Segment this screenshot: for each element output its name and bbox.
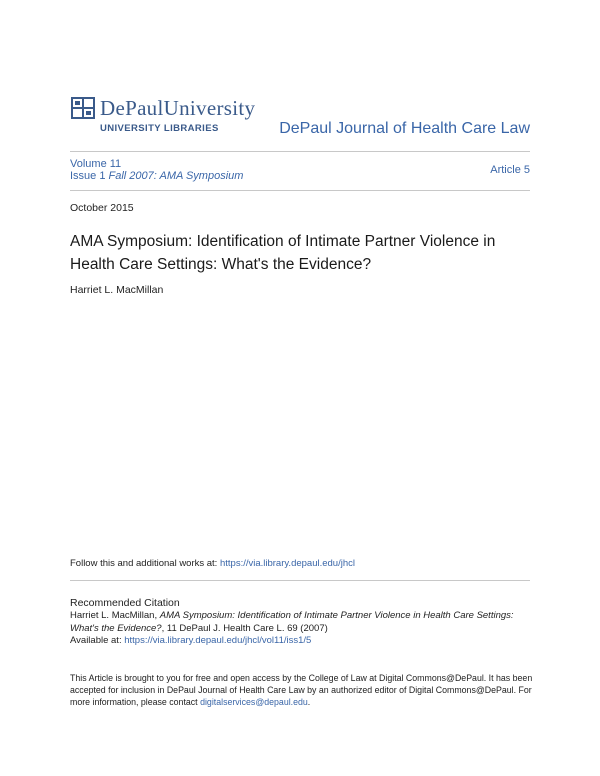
- notice-end: .: [307, 697, 311, 707]
- article-number[interactable]: Article 5: [490, 164, 530, 176]
- article-title: AMA Symposium: Identification of Intimate Partner Violence in Health Care Settings: What's the Evidence?: [70, 233, 496, 273]
- header-divider: [70, 151, 530, 152]
- available-label: Available at:: [70, 635, 125, 646]
- depaul-shield-icon: [70, 96, 96, 120]
- volume-link[interactable]: Volume 11: [70, 158, 122, 170]
- article-author: Harriet L. MacMillan: [70, 284, 164, 296]
- university-libraries-label: UNIVERSITY LIBRARIES: [100, 123, 219, 134]
- citation-source: , 11 DePaul J. Health Care L. 69 (2007): [161, 622, 328, 634]
- follow-link[interactable]: https://via.library.depaul.edu/jhcl: [219, 558, 355, 569]
- notice-text: This Article is brought to you for free and open access by the College of Law at Digital Commons@DePaul. It has been accepted for inclusion in DePaul Journal of Health Care Law by an authorized editor of Digital Commons@DePaul. For more information, please contact: [70, 673, 533, 707]
- publication-date: October 2015: [70, 202, 134, 214]
- depaul-logo: [70, 96, 285, 138]
- university-name: DePaulUniversity: [100, 96, 256, 120]
- issue-number: Issue 1: [70, 170, 106, 182]
- journal-title[interactable]: DePaul Journal of Health Care Law: [279, 120, 530, 137]
- recommended-citation: [70, 610, 535, 648]
- available-link[interactable]: https://via.library.depaul.edu/jhcl/vol11/iss1/5: [124, 635, 312, 646]
- follow-text: Follow this and additional works at:: [70, 558, 220, 569]
- issue-divider: [70, 190, 530, 191]
- citation-author: Harriet L. MacMillan,: [70, 610, 160, 621]
- citation-title: AMA Symposium: Identification of Intimate Partner Violence in Health Care Settings: What's the Evidence?: [70, 610, 514, 634]
- issue-link[interactable]: [70, 170, 243, 183]
- access-notice: [70, 672, 535, 708]
- follow-line: [70, 558, 355, 569]
- contact-email-link[interactable]: digitalservices@depaul.edu: [200, 697, 308, 707]
- recommended-citation-heading: Recommended Citation: [70, 597, 180, 609]
- citation-divider: [70, 580, 530, 581]
- issue-name: Fall 2007: AMA Symposium: [108, 170, 244, 182]
